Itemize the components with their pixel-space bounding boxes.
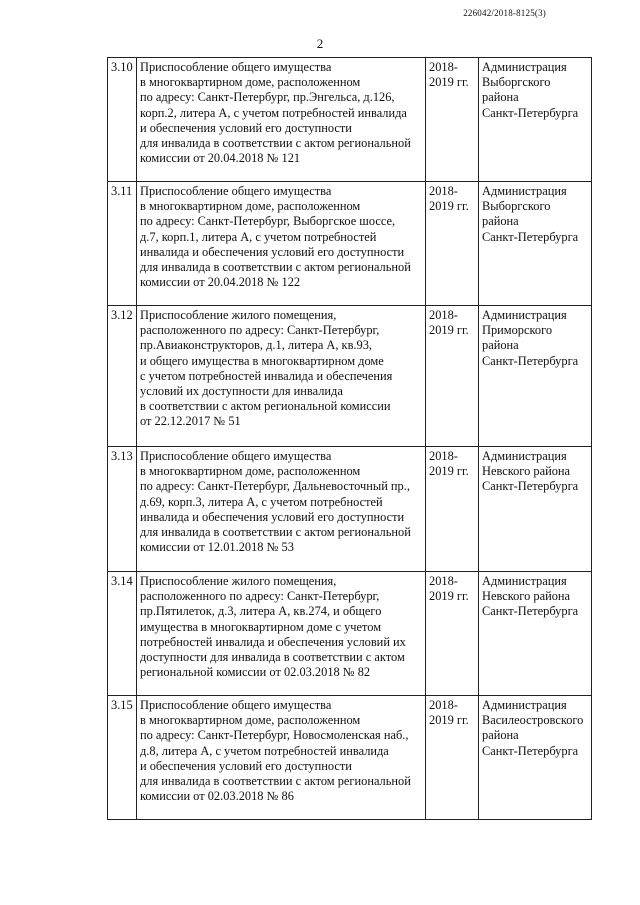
term-cell: [426, 58, 479, 182]
executor-line: Администрация: [482, 308, 567, 322]
description-line: по адресу: Санкт-Петербург, Выборгское шоссе,: [140, 214, 396, 229]
description-line: комиссии от 20.04.2018 № 122: [140, 275, 301, 290]
description-line: и обеспечения условий его доступности: [140, 120, 352, 135]
description-line: пр.Пятилеток, д.3, литера А, кв.274, и общего: [140, 604, 382, 619]
executor-cell: [479, 696, 592, 820]
executor-cell: [479, 306, 592, 447]
description-line: в многоквартирном доме, расположенном: [140, 464, 361, 479]
item-number-cell: 3.12: [108, 306, 137, 447]
item-number-cell: 3.10: [108, 58, 137, 182]
description-line: пр.Авиаконструкторов, д.1, литера А, кв.93,: [140, 338, 373, 353]
item-number-cell: 3.14: [108, 572, 137, 696]
description-line: для инвалида в соответствии с актом региональной: [140, 260, 411, 275]
description-line: инвалида и обеспечения условий его доступности: [140, 244, 405, 259]
term-line: 2018-: [429, 60, 458, 74]
executor-line: Администрация: [482, 449, 567, 463]
description-line: комиссии от 12.01.2018 № 53: [140, 540, 294, 555]
executor-line: Санкт-Петербурга: [482, 479, 579, 494]
term-line: 2019 гг.: [429, 464, 469, 479]
description-line: Приспособление жилого помещения,: [140, 308, 337, 322]
description-cell: [137, 447, 426, 572]
description-cell: [137, 58, 426, 182]
executor-line: района: [482, 728, 519, 743]
description-line: комиссии от 02.03.2018 № 86: [140, 789, 294, 804]
item-number-cell: 3.11: [108, 182, 137, 306]
term-cell: [426, 572, 479, 696]
description-line: для инвалида в соответствии с актом региональной: [140, 525, 411, 540]
description-cell: [137, 696, 426, 820]
description-line: комиссии от 20.04.2018 № 121: [140, 151, 301, 166]
executor-cell: [479, 182, 592, 306]
description-line: имущества в многоквартирном доме с учетом: [140, 619, 382, 634]
term-line: 2018-: [429, 574, 458, 588]
document-registration-number: 226042/2018-8125(3): [463, 8, 546, 18]
description-line: потребностей инвалида и обеспечения условий их: [140, 634, 406, 649]
description-line: д.69, корп.3, литера А, с учетом потребностей: [140, 494, 383, 509]
description-line: в многоквартирном доме, расположенном: [140, 75, 361, 90]
page-number: 2: [316, 36, 324, 51]
term-line: 2019 гг.: [429, 713, 469, 728]
measures-table-body: [108, 58, 592, 820]
executor-line: Администрация: [482, 574, 567, 588]
description-line: по адресу: Санкт-Петербург, пр.Энгельса, д.126,: [140, 90, 395, 105]
description-line: доступности для инвалида в соответствии с актом: [140, 650, 405, 665]
description-line: в многоквартирном доме, расположенном: [140, 713, 361, 728]
description-line: в многоквартирном доме, расположенном: [140, 199, 361, 214]
executor-cell: [479, 572, 592, 696]
executor-line: Санкт-Петербурга: [482, 353, 579, 368]
executor-line: Санкт-Петербурга: [482, 229, 579, 244]
description-line: для инвалида в соответствии с актом региональной: [140, 774, 411, 789]
term-line: 2018-: [429, 308, 458, 322]
term-line: 2019 гг.: [429, 323, 469, 338]
executor-cell: [479, 58, 592, 182]
table-row: [108, 58, 592, 182]
term-line: 2019 гг.: [429, 589, 469, 604]
description-cell: [137, 306, 426, 447]
executor-line: Санкт-Петербурга: [482, 105, 579, 120]
description-line: Приспособление жилого помещения,: [140, 574, 337, 588]
executor-line: Администрация: [482, 698, 567, 712]
description-line: по адресу: Санкт-Петербург, Новосмоленская наб.,: [140, 728, 409, 743]
description-line: Приспособление общего имущества: [140, 449, 332, 463]
executor-line: района: [482, 214, 519, 229]
description-line: Приспособление общего имущества: [140, 698, 332, 712]
description-line: Приспособление общего имущества: [140, 184, 332, 198]
term-line: 2019 гг.: [429, 199, 469, 214]
description-line: с учетом потребностей инвалида и обеспечения: [140, 368, 393, 383]
description-line: по адресу: Санкт-Петербург, Дальневосточный пр.,: [140, 479, 410, 494]
executor-line: Выборгского: [482, 199, 551, 214]
executor-line: Невского района: [482, 589, 571, 604]
description-line: корп.2, литера А, с учетом потребностей инвалида: [140, 105, 407, 120]
description-line: и общего имущества в многоквартирном доме: [140, 353, 384, 368]
term-cell: [426, 447, 479, 572]
table-row: [108, 696, 592, 820]
description-line: д.7, корп.1, литера А, с учетом потребностей: [140, 229, 377, 244]
description-line: региональной комиссии от 02.03.2018 № 82: [140, 665, 371, 680]
executor-line: Санкт-Петербурга: [482, 743, 579, 758]
executor-cell: [479, 447, 592, 572]
table-row: [108, 182, 592, 306]
description-cell: [137, 182, 426, 306]
table-row: [108, 306, 592, 447]
description-line: для инвалида в соответствии с актом региональной: [140, 136, 411, 151]
executor-line: Невского района: [482, 464, 571, 479]
description-line: в соответствии с актом региональной комиссии: [140, 399, 391, 414]
item-number-cell: 3.13: [108, 447, 137, 572]
item-number-cell: 3.15: [108, 696, 137, 820]
term-line: 2019 гг.: [429, 75, 469, 90]
table-row: [108, 447, 592, 572]
executor-line: Приморского: [482, 323, 553, 338]
description-line: расположенного по адресу: Санкт-Петербург,: [140, 589, 380, 604]
executor-line: Администрация: [482, 184, 567, 198]
term-cell: [426, 696, 479, 820]
term-cell: [426, 306, 479, 447]
executor-line: района: [482, 338, 519, 353]
description-line: расположенного по адресу: Санкт-Петербург,: [140, 323, 380, 338]
measures-table: [107, 57, 592, 820]
executor-line: Василеостровского: [482, 713, 584, 728]
executor-line: Администрация: [482, 60, 567, 74]
executor-line: района: [482, 90, 519, 105]
description-line: условий их доступности для инвалида: [140, 384, 343, 399]
term-line: 2018-: [429, 449, 458, 463]
executor-line: Выборгского: [482, 75, 551, 90]
description-line: от 22.12.2017 № 51: [140, 414, 241, 429]
term-line: 2018-: [429, 698, 458, 712]
term-line: 2018-: [429, 184, 458, 198]
description-line: инвалида и обеспечения условий его доступности: [140, 509, 405, 524]
description-line: Приспособление общего имущества: [140, 60, 332, 74]
description-line: и обеспечения условий его доступности: [140, 758, 352, 773]
description-cell: [137, 572, 426, 696]
term-cell: [426, 182, 479, 306]
table-row: [108, 572, 592, 696]
executor-line: Санкт-Петербурга: [482, 604, 579, 619]
description-line: д.8, литера А, с учетом потребностей инвалида: [140, 743, 389, 758]
